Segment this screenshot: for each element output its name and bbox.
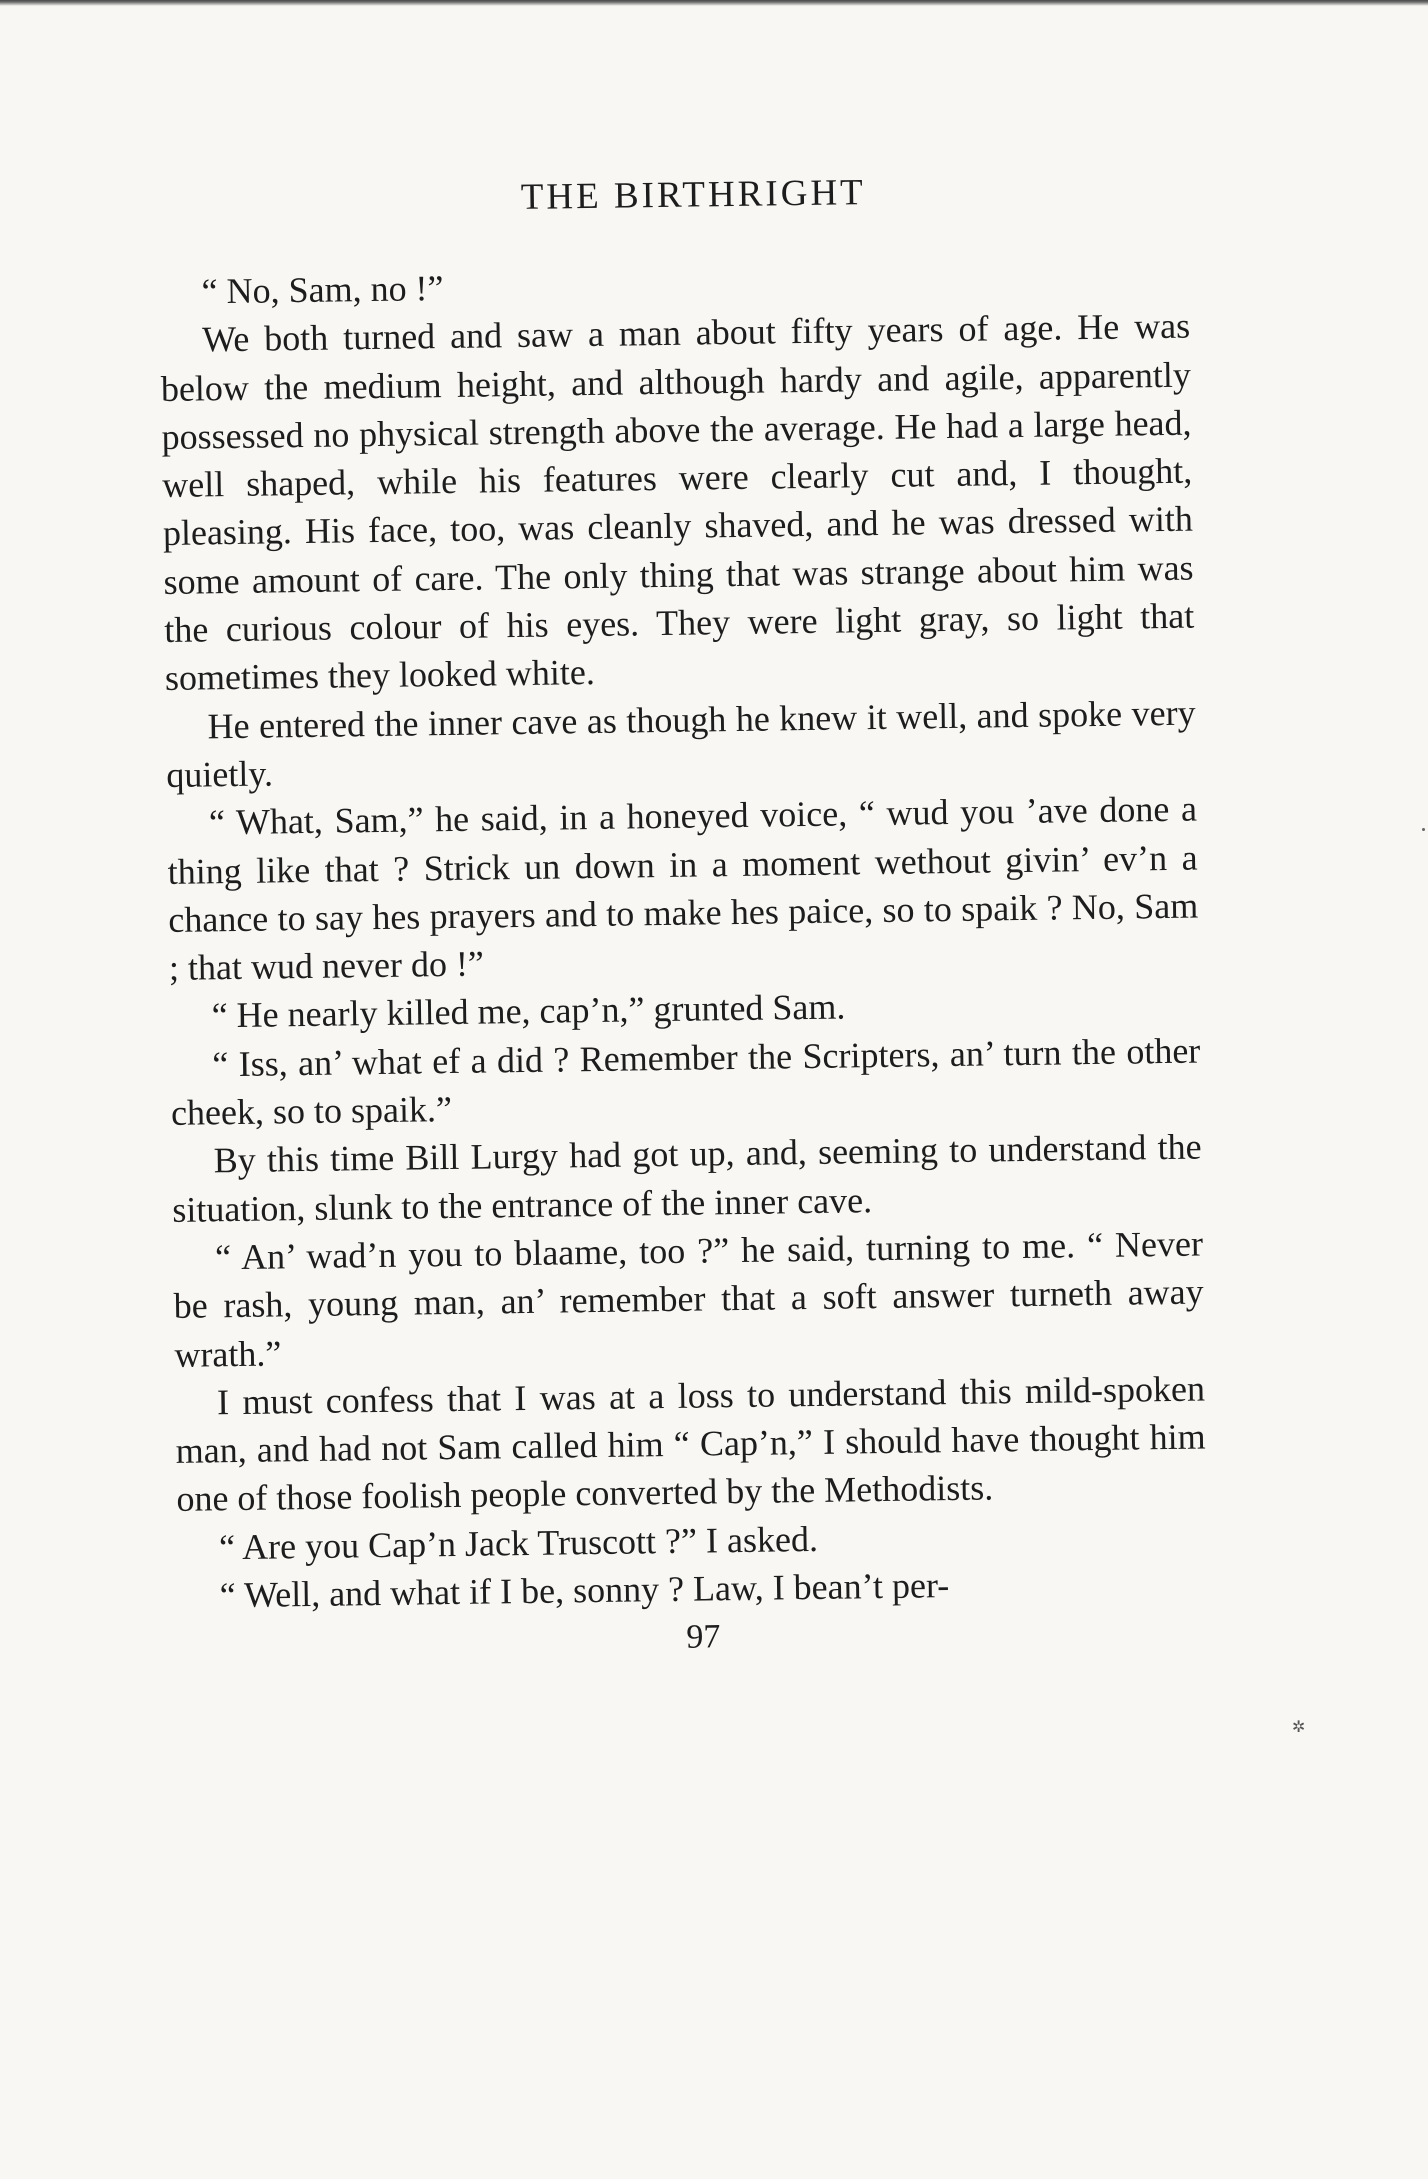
paragraph: “ He nearly killed me, cap’n,” grunted Sam. bbox=[211, 986, 846, 1036]
running-head: THE BIRTHRIGHT bbox=[520, 172, 867, 218]
ink-speck-mark: ✲ bbox=[1292, 1717, 1306, 1736]
paragraph: I must confess that I was at a loss to understand this mild-spoken man, and had not Sam called him “ Cap’n,” I should have thought him one of those foolish people converted by the Methodists. bbox=[175, 1368, 1206, 1520]
paragraph: “ Iss, an’ what ef a did ? Remember the Scripters, an’ turn the other cheek, so to spaik.” bbox=[170, 1030, 1201, 1133]
page-number: 97 bbox=[686, 1618, 721, 1657]
page-text-block bbox=[158, 166, 1209, 1669]
paragraph: We both turned and saw a man about fifty years of age. He was below the medium height, and although hardy and agile, apparently possessed no physical strength above the average. He had a large head, well shaped, while his features were clearly cut and, I thought, pleasing. His face, too, was cleanly shaved, and he was dressed with some amount of care. The only thing that was strange about him was the curious colour of his eyes. They were light gray, so light that sometimes they looked white. bbox=[160, 305, 1195, 699]
paragraph: “ What, Sam,” he said, in a honeyed voice, “ wud you ’ave done a thing like that ? Strick un down in a moment wethout givin’ ev’n a chance to say hes prayers and to make hes paice, so to spaik ? No, Sam ; that wud never do !” bbox=[167, 788, 1199, 989]
paragraph: “ An’ wad’n you to blaame, too ?” he said, turning to me. “ Never be rash, young man, an’ remember that a soft answer turneth away wrath.” bbox=[173, 1223, 1204, 1375]
margin-dot-mark bbox=[1422, 828, 1425, 831]
paragraph: “ Well, and what if I be, sonny ? Law, I bean’t per- bbox=[219, 1565, 950, 1616]
paragraph: “ No, Sam, no !” bbox=[201, 268, 444, 312]
paragraph: By this time Bill Lurgy had got up, and, seeming to understand the situation, slunk to the entrance of the inner cave. bbox=[172, 1126, 1202, 1230]
paragraph: “ Are you Cap’n Jack Truscott ?” I asked. bbox=[218, 1518, 819, 1567]
scan-edge-rule bbox=[0, 0, 1428, 6]
paragraph: He entered the inner cave as though he knew it well, and spoke very quietly. bbox=[166, 692, 1196, 795]
